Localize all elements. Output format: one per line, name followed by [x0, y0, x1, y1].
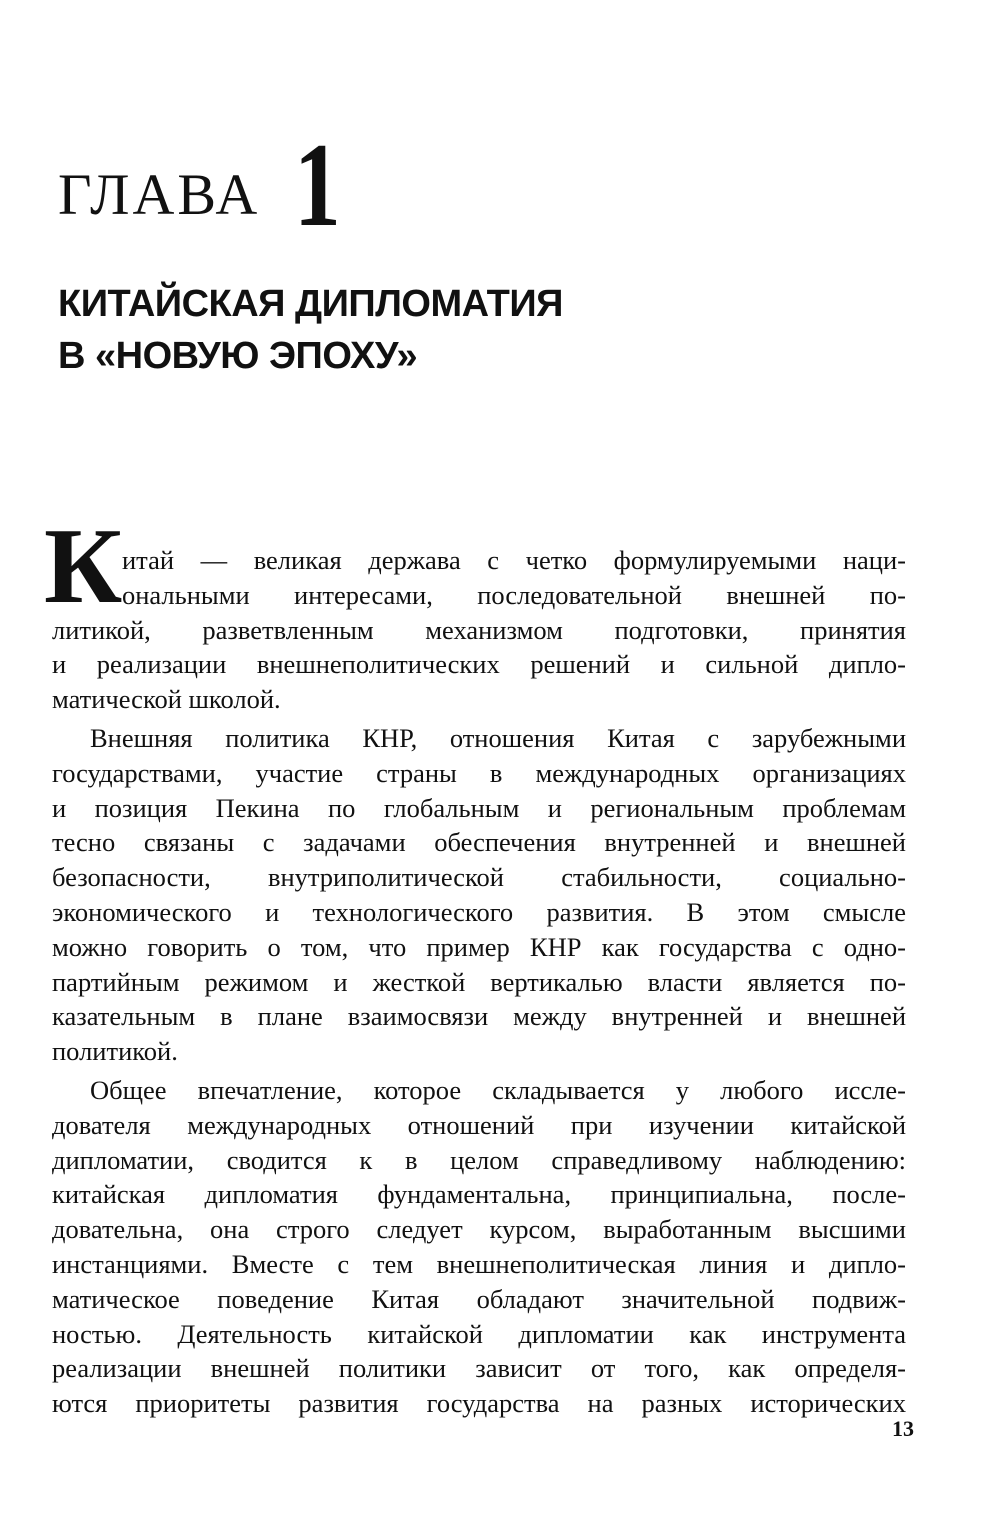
- text-line: и позиция Пекина по глобальным и региональным проблемам: [52, 792, 906, 823]
- text-line: дипломатии, сводится к в целом справедливому наблюдению:: [52, 1144, 906, 1175]
- text-line: ностью. Деятельность китайской дипломатии как инструмента: [52, 1318, 906, 1349]
- body-text: [44, 507, 906, 1421]
- text-line: казательным в плане взаимосвязи между внутренней и внешней: [52, 1001, 906, 1032]
- chapter-title: [58, 278, 918, 382]
- text-line: ются приоритеты развития государства на разных исторических: [52, 1388, 906, 1419]
- text-line: экономического и технологического развития. В этом смысле: [52, 896, 906, 927]
- chapter-title-line: В «НОВУЮ ЭПОХУ»: [58, 335, 418, 377]
- page-number: 13: [892, 1416, 914, 1441]
- drop-cap: К: [44, 507, 123, 626]
- text-line: и реализации внешнеполитических решений и сильной дипло-: [52, 649, 906, 680]
- text-line: Общее впечатление, которое складывается у любого иссле-: [90, 1074, 906, 1105]
- text-line: безопасности, внутриполитической стабильности, социально-: [52, 862, 906, 893]
- text-line: итай — великая держава с четко формулируемыми наци-: [122, 545, 906, 575]
- chapter-number: 1: [294, 118, 342, 251]
- text-line: инстанциями. Вместе с тем внешнеполитическая линия и дипло-: [52, 1248, 906, 1279]
- chapter-heading: [58, 118, 354, 251]
- text-line: Внешняя политика КНР, отношения Китая с зарубежными: [90, 722, 906, 753]
- text-line: довательна, она строго следует курсом, выработанным высшими: [52, 1214, 906, 1245]
- chapter-title-line: КИТАЙСКАЯ ДИПЛОМАТИЯ: [58, 283, 563, 325]
- text-line: политикой.: [52, 1036, 178, 1067]
- chapter-label: ГЛАВА: [58, 162, 261, 227]
- paragraph: [52, 543, 906, 717]
- text-line: партийным режимом и жесткой вертикалью власти является по-: [52, 966, 906, 997]
- text-line: государствами, участие страны в международных организациях: [52, 757, 906, 788]
- text-line: китайская дипломатия фундаментальна, принципиальна, после-: [52, 1179, 906, 1210]
- text-line: можно говорить о том, что пример КНР как государства с одно-: [52, 931, 906, 962]
- text-line: литикой, разветвленным механизмом подготовки, принятия: [52, 614, 906, 645]
- text-line: дователя международных отношений при изучении китайской: [52, 1109, 906, 1140]
- text-line: реализации внешней политики зависит от того, как определя-: [52, 1353, 906, 1384]
- paragraph: [52, 721, 906, 1069]
- text-line: тесно связаны с задачами обеспечения внутренней и внешней: [52, 827, 906, 858]
- text-line: ональными интересами, последовательной внешней по-: [122, 579, 906, 610]
- text-line: матическое поведение Китая обладают значительной подвиж-: [52, 1283, 906, 1314]
- paragraph: [52, 1073, 906, 1421]
- text-line: матической школой.: [52, 684, 281, 715]
